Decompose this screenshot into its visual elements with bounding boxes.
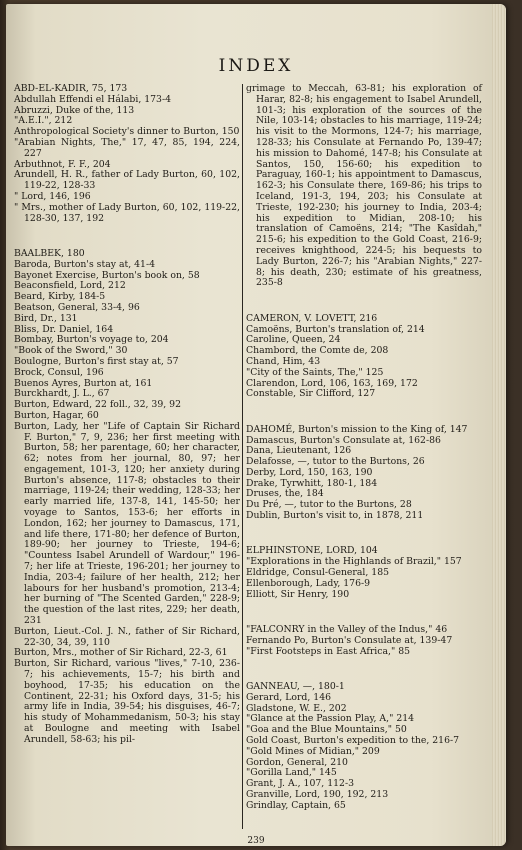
index-entry: Arundell, H. R., father of Lady Burton, 60, 102, 119-22, 128-33 (14, 169, 240, 192)
section-gap (246, 409, 482, 415)
index-entry: Du Pré, —, tutor to the Burtons, 28 (246, 499, 412, 511)
index-entry: ABD-EL-KADIR, 75, 173 (14, 83, 128, 94)
index-column-left (14, 84, 240, 746)
index-entry: Arbuthnot, F. F., 204 (14, 158, 111, 170)
page-edge (492, 4, 506, 846)
index-entry: Dana, Lieutenant, 126 (246, 445, 352, 457)
index-entry: "Gold Mines of Midian," 209 (246, 745, 380, 757)
index-entry: "Goa and the Blue Mountains," 50 (246, 724, 407, 736)
index-entry: Fernando Po, Burton's Consulate at, 139-47 (246, 634, 453, 646)
index-entry: Constable, Sir Clifford, 127 (246, 388, 376, 400)
index-entry: Ellenborough, Lady, 176-9 (246, 577, 371, 589)
index-page (6, 4, 506, 846)
section-gap (246, 298, 482, 304)
index-entry: GANNEAU, —, 180-1 (246, 681, 345, 693)
index-entry: Bird, Dr., 131 (14, 312, 78, 324)
index-entry: Boulogne, Burton's first stay at, 57 (14, 355, 179, 367)
index-entry: "A.E.I.", 212 (14, 115, 73, 127)
index-entry: Gladstone, W. E., 202 (246, 702, 347, 714)
index-entry: Burton, Sir Richard, various "lives," 7-10, 236-7; his achievements, 15-7; his birth and boyhood, 17-35; his education on the Continent, 22-31; his Oxford days, 31-5; his army life in India, 39-54; his disguises, 46-7; his study of Mohammedanism, 50-3; his stay at Boulogne and meeting with Isabel Arundell, 58-63; his pil- (14, 658, 240, 745)
index-entry: BAALBEK, 180 (14, 247, 85, 259)
index-entry: Baroda, Burton's stay at, 41-4 (14, 258, 156, 270)
index-entry: Abdullah Effendi el Hálabi, 173-4 (14, 93, 172, 105)
index-entry: "Gorilla Land," 145 (246, 767, 337, 779)
index-entry: Dublin, Burton's visit to, in 1878, 211 (246, 510, 424, 522)
index-entry: Bombay, Burton's voyage to, 204 (14, 334, 169, 346)
index-entry: DAHOMÉ, Burton's mission to the King of, 147 (246, 423, 468, 435)
index-entry: Grant, J. A., 107, 112-3 (246, 778, 354, 790)
index-entry: Camoëns, Burton's translation of, 214 (246, 323, 425, 335)
section-gap (246, 667, 482, 673)
index-entry: Burton, Mrs., mother of Sir Richard, 22-3, 61 (14, 647, 228, 659)
index-entry: Chambord, the Comte de, 208 (246, 345, 389, 357)
index-entry: Clarendon, Lord, 106, 163, 169, 172 (246, 377, 418, 389)
index-entry: Abruzzi, Duke of the, 113 (14, 104, 135, 116)
index-entry: Bliss, Dr. Daniel, 164 (14, 323, 114, 335)
index-entry: Gold Coast, Burton's expedition to the, 216-7 (246, 735, 460, 747)
index-entry: grimage to Meccah, 63-81; his exploration of Harar, 82-8; his engagement to Isabel Arundell, 101-3; his exploration of the sources of the Nile, 103-14; obstacles to his marriage, 119-24; his visit to the Mormons, 124-7; his marriage, 128-33; his Consulate at Fernando Po, 139-47; his mission to Dahomé, 147-8; his Consulate at Santos, 150, 156-60; his expedition to Paraguay, 160-1; his appointment to Damascus, 162-3; his Consulate there, 169-86; his trips to Iceland, 191-3, 194, 203; his Consulate at Trieste, 192-230; his journey to India, 203-4; his expedition to Midian, 208-10; his translation of Camoëns, 214; "The Kasîdah," 215-6; his expedition to the Gold Coast, 216-9; receives knighthood, 224-5; his bequests to Lady Burton, 226-7; his "Arabian Nights," 227-8; his death, 230; estimate of his greatness, 235-8 (246, 83, 482, 289)
index-entry: Anthropological Society's dinner to Burton, 150 (14, 126, 240, 138)
index-entry: Brock, Consul, 196 (14, 366, 104, 378)
page-title: INDEX (218, 56, 294, 76)
index-entry: "FALCONRY in the Valley of the Indus," 46 (246, 624, 448, 636)
section-gap (14, 234, 240, 240)
index-entry: "Arabian Nights, The," 17, 47, 85, 194, 224, 227 (14, 136, 240, 159)
index-entry: Bayonet Exercise, Burton's book on, 58 (14, 269, 200, 281)
index-entry: Burckhardt, J. L., 67 (14, 388, 110, 400)
index-column-right (246, 84, 482, 812)
index-entry: Delafosse, —, tutor to the Burtons, 26 (246, 456, 425, 468)
index-entry: Burton, Hagar, 60 (14, 409, 99, 421)
index-entry: "First Footsteps in East Africa," 85 (246, 645, 411, 657)
index-entry: " Lord, 146, 196 (14, 190, 91, 202)
column-divider (242, 84, 243, 829)
index-entry: Beard, Kirby, 184-5 (14, 291, 106, 303)
index-entry: "Book of the Sword," 30 (14, 345, 128, 357)
index-entry: ELPHINSTONE, LORD, 104 (246, 545, 378, 557)
index-entry: Grindlay, Captain, 65 (246, 799, 346, 811)
index-entry: Burton, Edward, 22 foll., 32, 39, 92 (14, 399, 181, 411)
index-entry: "Explorations in the Highlands of Brazil," 157 (246, 556, 462, 568)
index-entry: Caroline, Queen, 24 (246, 334, 341, 346)
index-entry: " Mrs., mother of Lady Burton, 60, 102, 119-22, 128-30, 137, 192 (14, 201, 240, 224)
index-entry: Beaconsfield, Lord, 212 (14, 280, 126, 292)
index-entry: Damascus, Burton's Consulate at, 162-86 (246, 434, 441, 446)
index-entry: Buenos Ayres, Burton at, 161 (14, 377, 153, 389)
index-entry: Granville, Lord, 190, 192, 213 (246, 789, 389, 800)
index-entry: Drake, Tyrwhitt, 180-1, 184 (246, 477, 378, 489)
index-entry: Derby, Lord, 150, 163, 190 (246, 466, 373, 478)
index-entry: Burton, Lady, her "Life of Captain Sir Richard F. Burton," 7, 9, 236; her first meeting with Burton, 58; her parentage, 60; her character, 62; notes from her journal, 80, 97; her engagement, 101-3, 120; her anxiety during Burton's absence, 117-8; obstacles to their marriage, 119-24; their wedding, 128-33; her early married life, 137-8, 141, 145-50; her voyage to Santos, 153-6; her efforts in London, 162; her journey to Damascus, 171, and life there, 171-80; her defence of Burton, 189-90; her journey to Trieste, 194-6; "Countess Isabel Arundell of Wardour," 196-7; her life at Trieste, 196-201; her journey to India, 203-4; failure of her health, 212; her labours for her husband's promotion, 213-4; her burning of "The Scented Garden," 228-9; the question of the last rites, 229; her death, 231 (14, 420, 240, 627)
index-entry: "Glance at the Passion Play, A," 214 (246, 713, 415, 725)
index-entry: Burton, Lieut.-Col. J. N., father of Sir Richard, 22-30, 34, 39, 110 (14, 625, 240, 648)
index-entry: Gerard, Lord, 146 (246, 691, 332, 703)
index-entry: Beatson, General, 33-4, 96 (14, 301, 140, 313)
index-entry: "City of the Saints, The," 125 (246, 366, 384, 378)
index-entry: Eldridge, Consul-General, 185 (246, 567, 390, 579)
index-entry: CAMERON, V. LOVETT, 216 (246, 312, 378, 324)
index-entry: Chand, Him, 43 (246, 355, 321, 367)
section-gap (246, 531, 482, 537)
page-number: 239 (247, 836, 265, 846)
index-entry: Druses, the, 184 (246, 488, 324, 500)
index-entry: Elliott, Sir Henry, 190 (246, 588, 350, 600)
section-gap (246, 610, 482, 616)
index-entry: Gordon, General, 210 (246, 756, 348, 768)
